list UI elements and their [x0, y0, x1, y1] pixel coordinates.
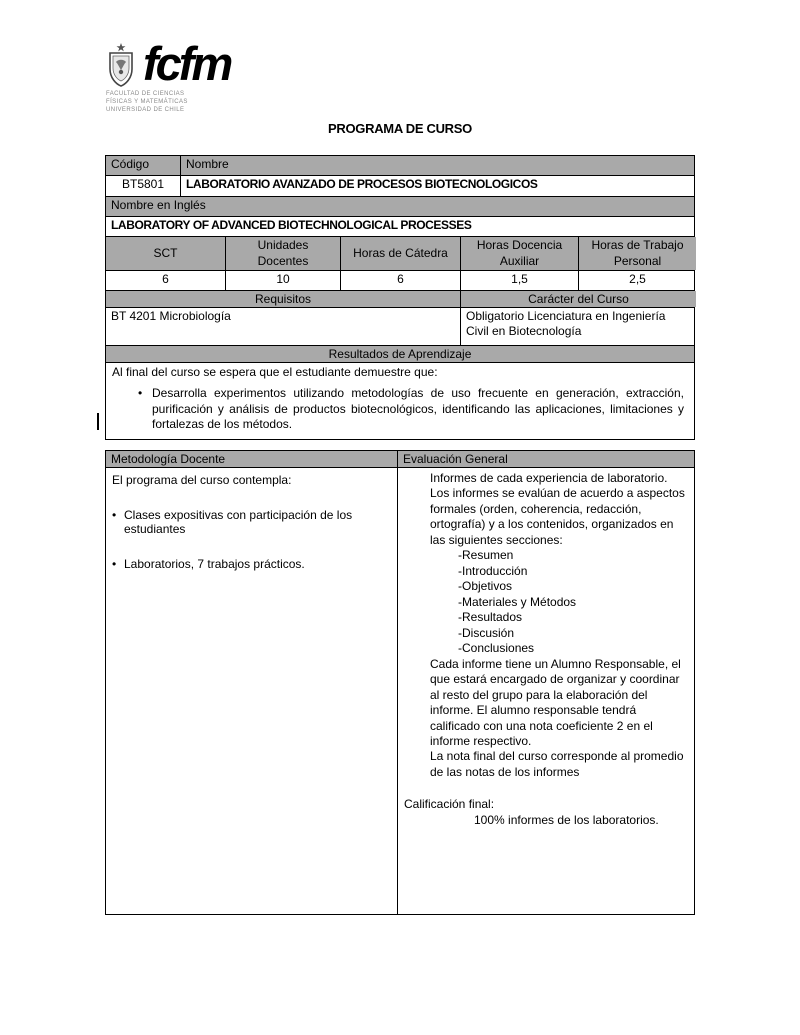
calificacion-final-value: 100% informes de los laboratorios. [474, 812, 659, 827]
nombre-ingles-header-cell: Nombre en Inglés [106, 197, 694, 216]
evaluacion-sections-list [430, 548, 688, 656]
fcfm-logo-text: fcfm [143, 37, 231, 90]
nombre-value-cell: LABORATORIO AVANZADO DE PROCESOS BIOTECNOLOGICOS [186, 177, 538, 191]
table-row-nombre-ingles-value [106, 217, 694, 237]
table-row-requisitos-value [106, 308, 694, 346]
caracter-header-cell: Carácter del Curso [461, 291, 696, 307]
sct-value-cell: 6 [106, 271, 226, 290]
unidades-docentes-header-cell: Unidades Docentes [226, 237, 341, 270]
metodologia-bullet-text: Clases expositivas con participación de los estudiantes [124, 508, 353, 536]
evaluacion-paragraph: Informes de cada experiencia de laboratorio. [430, 471, 668, 485]
evaluacion-paragraphs [404, 471, 688, 780]
resultados-header-cell: Resultados de Aprendizaje [106, 346, 694, 362]
resultados-bullet-text: Desarrolla experimentos utilizando metodologías de uso frecuente en generación, extracción, purificación y análisis de productos biotecnológicos, identificando las aplicaciones, limitaciones y fortalezas de los métodos. [152, 386, 684, 432]
horas-catedra-header-cell: Horas de Cátedra [341, 237, 461, 270]
calificacion-final-label: Calificación final: [404, 797, 495, 812]
evaluacion-section-item: -Discusión [458, 625, 515, 640]
evaluacion-body-cell [398, 468, 694, 915]
evaluacion-header-cell: Evaluación General [398, 451, 694, 467]
evaluacion-paragraph: Cada informe tiene un Alumno Responsable, el que estará encargado de organizar y coordinar al resto del grupo para la elaboración del informe. El alumno responsable tendrá calificado con una nota coeficiente 2 en el informe respectivo. [430, 656, 681, 748]
table-row-codigo-header [106, 156, 694, 176]
metodologia-bullet-text: Laboratorios, 7 trabajos prácticos. [124, 557, 305, 571]
course-info-table [105, 155, 695, 440]
table-row-codigo-value [106, 176, 694, 197]
table-row-method-eval-header [106, 451, 694, 468]
horas-trabajo-personal-value-cell: 2,5 [629, 272, 646, 286]
horas-trabajo-personal-header-cell: Horas de Trabajo Personal [579, 237, 696, 270]
nombre-ingles-value-cell: LABORATORY OF ADVANCED BIOTECHNOLOGICAL PROCESSES [111, 218, 472, 232]
evaluacion-section-item: -Resultados [458, 610, 523, 625]
metodologia-body-cell [106, 468, 398, 915]
requisitos-value-cell: BT 4201 Microbiología [106, 308, 461, 345]
horas-docencia-auxiliar-header-cell: Horas Docencia Auxiliar [461, 237, 579, 270]
bullet-icon: • [112, 557, 117, 571]
table-row-resultados-header [106, 346, 694, 363]
logo-caption-line: FACULTAD DE CIENCIAS [106, 91, 185, 97]
logo-caption [106, 91, 256, 114]
methodology-evaluation-table [105, 450, 695, 915]
codigo-header-cell: Código [106, 156, 181, 175]
evaluacion-paragraph: Los informes se evalúan de acuerdo a aspectos formales (orden, coherencia, redacción, ortografía) y a los contenidos, organizados en las siguientes secciones: [430, 486, 685, 547]
metodologia-header-cell: Metodología Docente [106, 451, 398, 467]
evaluacion-paragraph: La nota final del curso corresponde al promedio de las notas de los informes [430, 749, 684, 779]
sct-header-cell: SCT [106, 237, 226, 270]
metodologia-bullet-item [112, 557, 391, 571]
horas-docencia-auxiliar-value-cell: 1,5 [461, 271, 579, 290]
logo-caption-line: UNIVERSIDAD DE CHILE [106, 106, 185, 113]
resultados-body-cell [106, 363, 694, 439]
requisitos-header-cell: Requisitos [106, 291, 461, 307]
evaluacion-section-item: -Conclusiones [458, 641, 535, 656]
evaluacion-section-item: -Resumen [458, 548, 514, 563]
table-row-method-eval-body [106, 468, 694, 915]
university-logo [106, 37, 256, 114]
table-row-nombre-ingles-header [106, 197, 694, 217]
horas-catedra-value-cell: 6 [341, 271, 461, 290]
document-title: PROGRAMA DE CURSO [328, 121, 472, 136]
logo-caption-line: FÍSICAS Y MATEMÁTICAS [106, 98, 188, 105]
bullet-icon: • [138, 386, 143, 401]
university-crest-icon [106, 42, 136, 88]
evaluacion-section-item: -Introducción [458, 563, 528, 578]
bullet-icon: • [112, 508, 117, 522]
margin-artifact-mark [97, 413, 99, 430]
codigo-value-cell: BT5801 [106, 176, 181, 196]
table-row-requisitos-header [106, 291, 694, 308]
resultados-intro-text: Al final del curso se espera que el estudiante demuestre que: [112, 365, 438, 379]
caracter-value-cell: Obligatorio Licenciatura en Ingeniería Civil en Biotecnología [466, 309, 666, 339]
resultados-bullet-item [112, 386, 688, 432]
nombre-header-cell: Nombre [181, 156, 694, 175]
evaluacion-section-item: -Objetivos [458, 579, 513, 594]
table-row-resultados-body [106, 363, 694, 439]
metodologia-bullet-item [112, 508, 391, 536]
metodologia-intro-text: El programa del curso contempla: [112, 473, 292, 487]
table-row-credits-values [106, 271, 694, 291]
evaluacion-section-item: -Materiales y Métodos [458, 594, 577, 609]
table-row-credits-header [106, 237, 694, 271]
unidades-docentes-value-cell: 10 [226, 271, 341, 290]
